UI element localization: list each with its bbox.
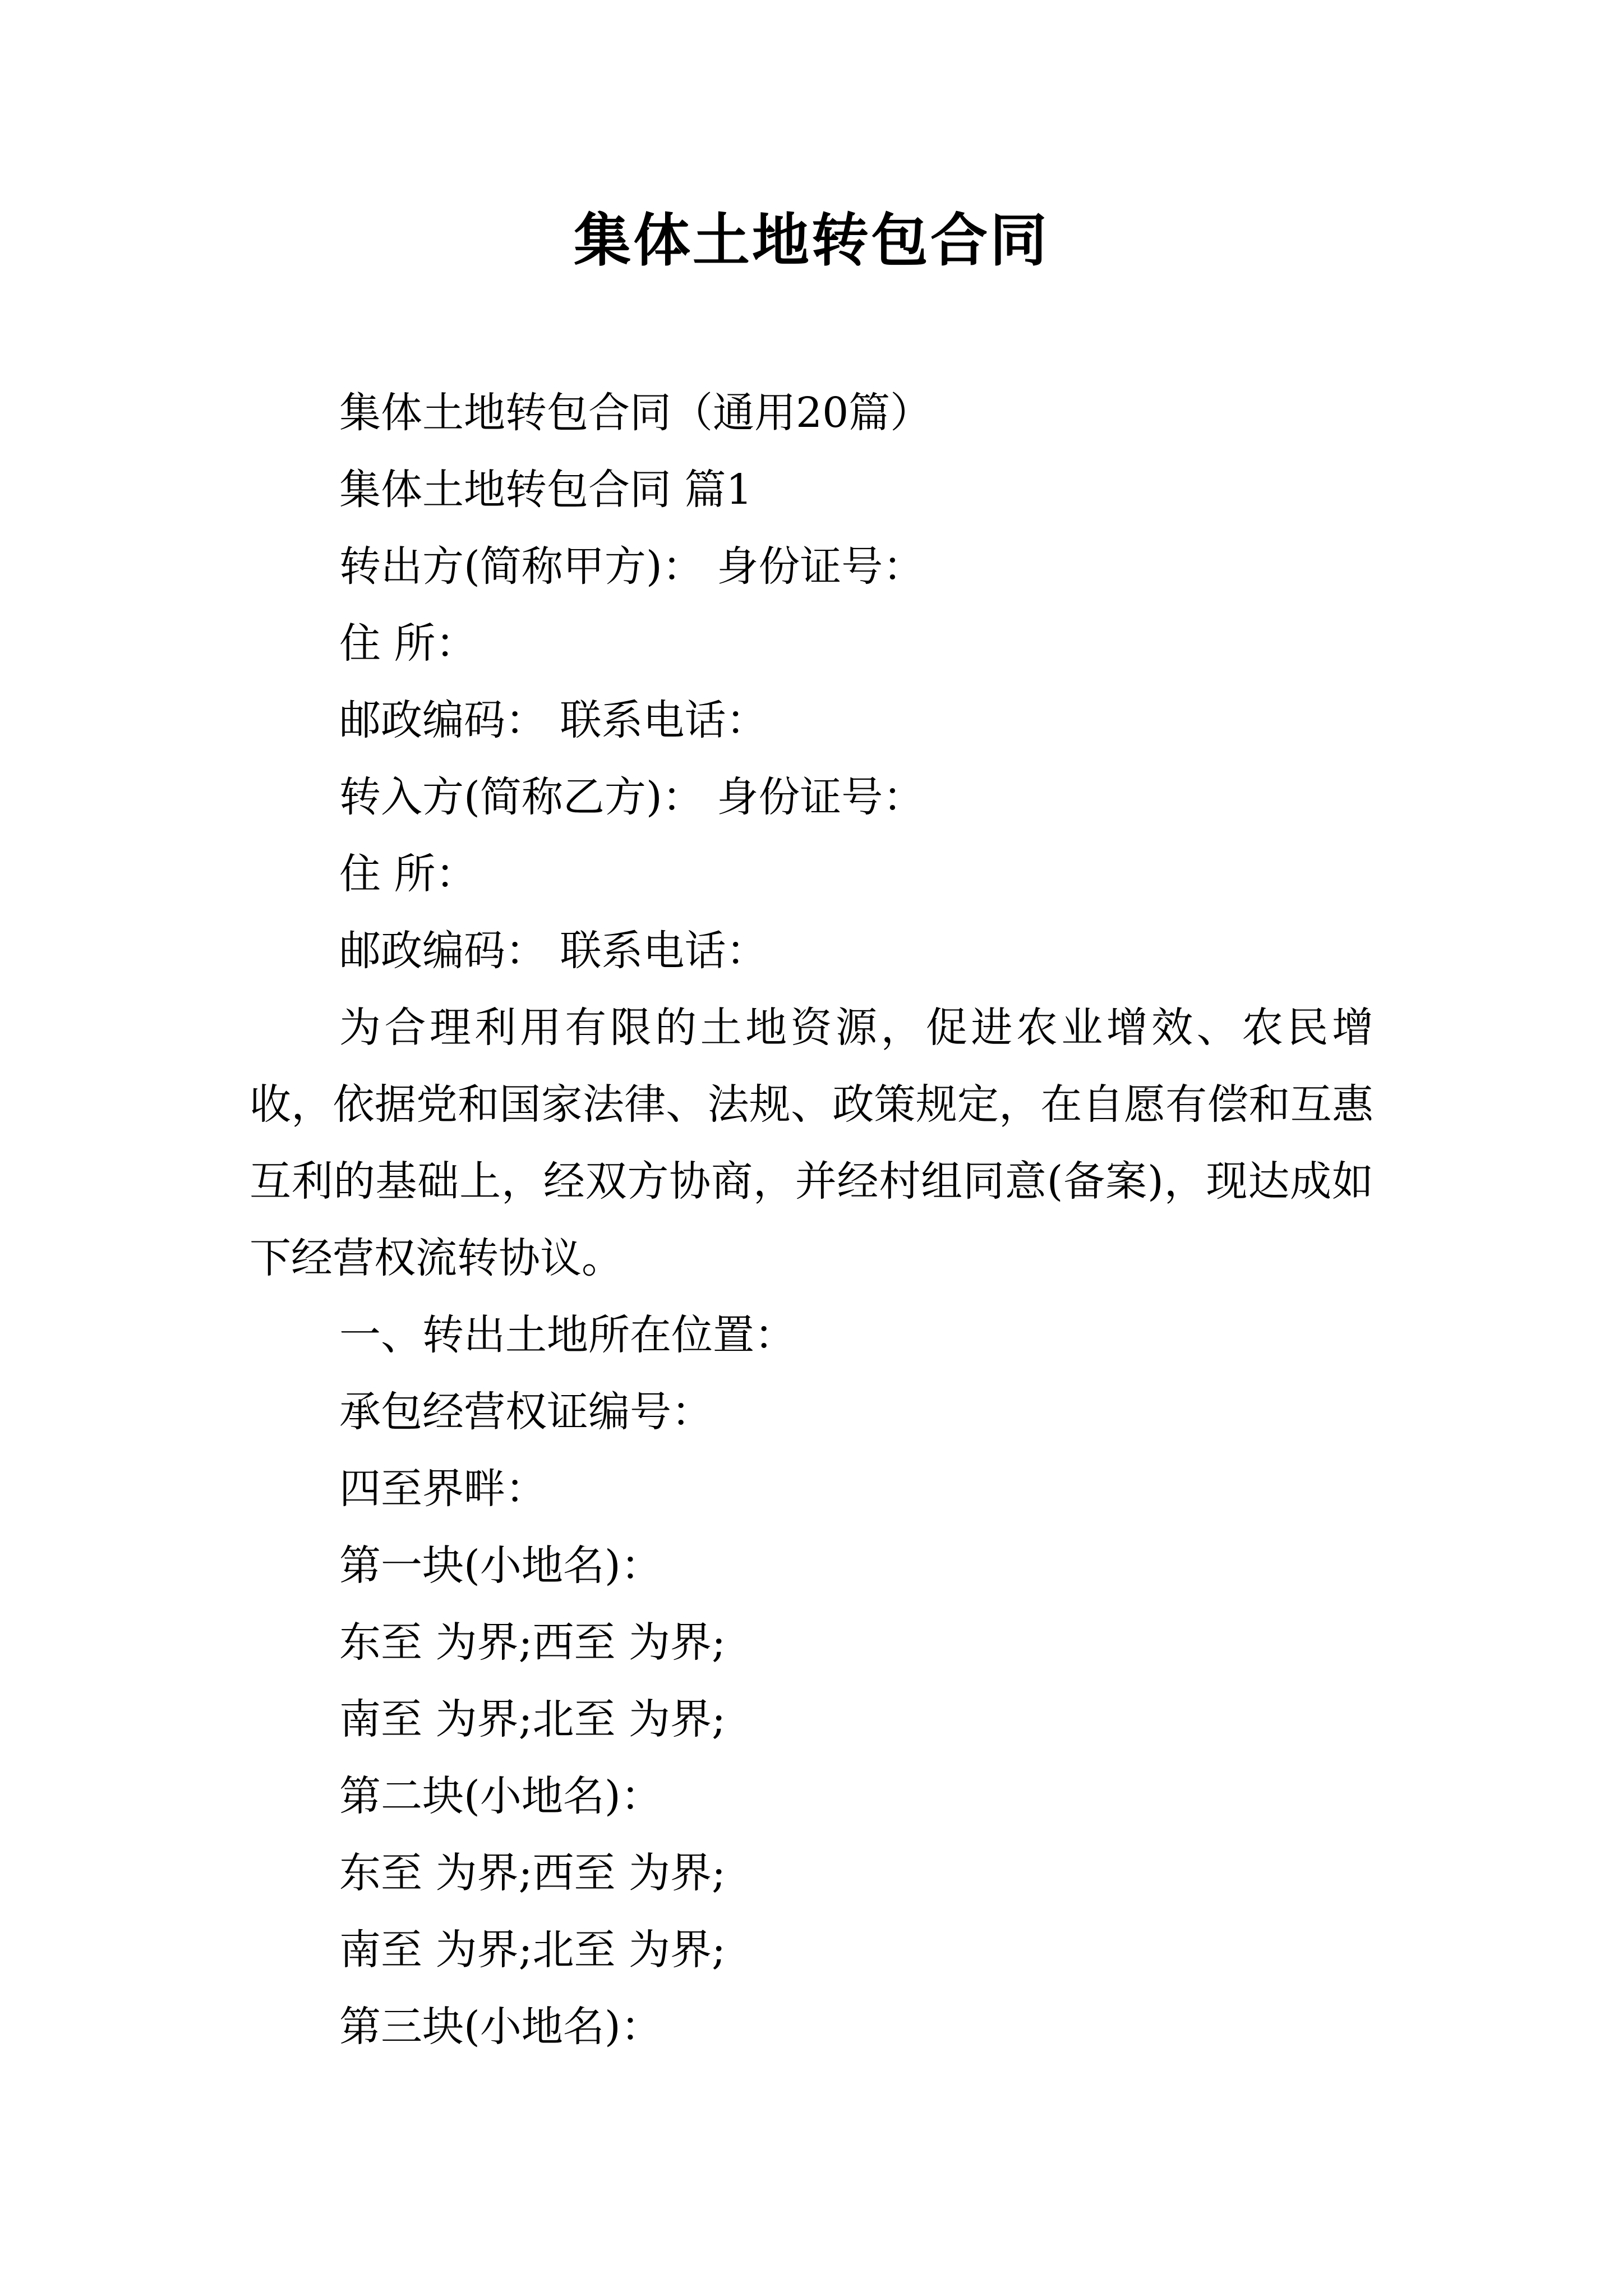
text-line: 南至 为界;北至 为界; [339,1926,726,1974]
text-line: 四至界畔： [339,1465,547,1513]
document-title: 集体土地转包合同 [574,208,1049,274]
text-line: 第二块(小地名)： [339,1772,662,1820]
text-line: 东至 为界;西至 为界; [339,1849,726,1897]
body-paragraph: 为合理利用有限的土地资源，促进农业增效、农民增收，依据党和国家法律、法规、政策规定，在自愿有偿和互惠互利的基础上，经双方协商，并经村组同意(备案)，现达成如下经营权流转协议。 [250,1004,1373,1282]
text-line: 转入方(简称乙方)： 身份证号： [339,773,925,821]
text-line: 邮政编码： 联系电话： [339,927,768,975]
document-body [250,375,1373,2065]
text-line: 第三块(小地名)： [339,2003,662,2051]
text-line: 南至 为界;北至 为界; [339,1695,726,1743]
text-line: 集体土地转包合同 篇1 [339,466,753,514]
text-line: 承包经营权证编号： [339,1388,713,1436]
text-line: 一、转出土地所在位置： [339,1311,796,1359]
text-line: 第一块(小地名)： [339,1542,662,1590]
text-line: 住 所： [339,850,477,898]
text-line: 东至 为界;西至 为界; [339,1618,726,1667]
text-line: 住 所： [339,619,477,668]
text-line: 集体土地转包合同（通用20篇） [339,389,932,437]
text-line: 转出方(简称甲方)： 身份证号： [339,542,925,591]
text-line: 邮政编码： 联系电话： [339,696,768,744]
